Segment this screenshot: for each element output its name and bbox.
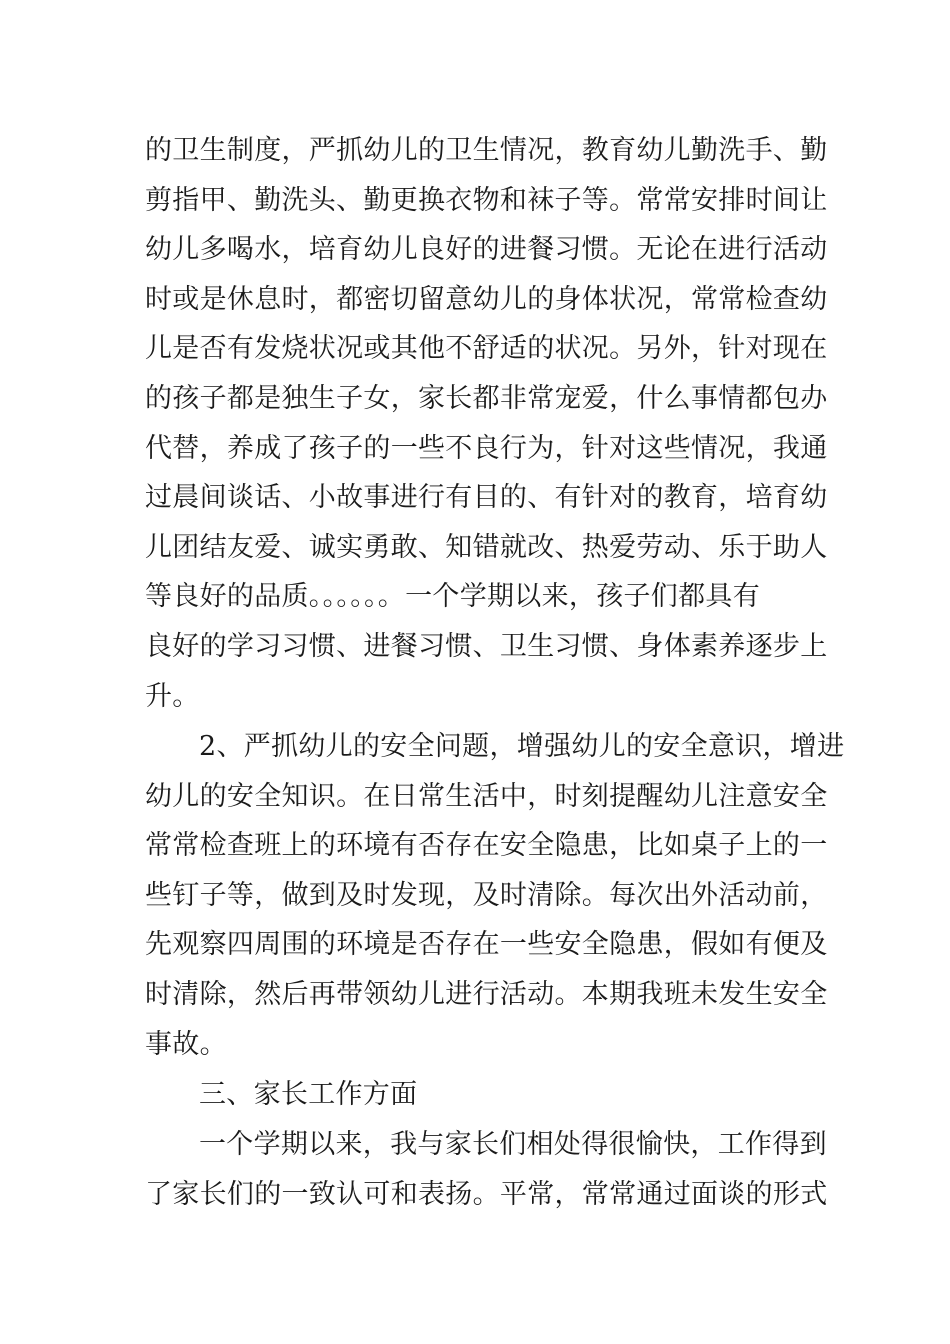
- text-line: 时清除，然后再带领幼儿进行活动。本期我班未发生安全: [145, 978, 828, 1010]
- text-line: 代替，养成了孩子的一些不良行为，针对这些情况，我通: [145, 432, 828, 464]
- section-heading-text: 三、家长工作方面: [199, 1079, 418, 1110]
- text-line: 剪指甲、勤洗头、勤更换衣物和袜子等。常常安排时间让: [145, 184, 828, 216]
- text-line: 事故。: [145, 1028, 227, 1060]
- text-line: 幼儿的安全知识。在日常生活中，时刻提醒幼儿注意安全: [145, 780, 828, 812]
- paragraph-hygiene: [145, 126, 828, 721]
- text-line: 儿是否有发烧状况或其他不舒适的状况。另外，针对现在: [145, 333, 828, 365]
- paragraph-parents: [145, 1120, 828, 1219]
- text-line: 一个学期以来，我与家长们相处得很愉快，工作得到: [199, 1129, 827, 1160]
- text-line: 时或是休息时，都密切留意幼儿的身体状况，常常检查幼: [145, 283, 828, 315]
- text-line: 良好的学习习惯、进餐习惯、卫生习惯、身体素养逐步上: [145, 630, 828, 662]
- paragraph-safety: [145, 722, 845, 1069]
- text-line: 过晨间谈话、小故事进行有目的、有针对的教育，培育幼: [145, 482, 828, 514]
- section-heading: [145, 1070, 810, 1120]
- text-line: 的卫生制度，严抓幼儿的卫生情况，教育幼儿勤洗手、勤: [145, 135, 828, 166]
- text-line: 常常检查班上的环境有否存在安全隐患，比如桌子上的一: [145, 830, 828, 862]
- text-line: 2、严抓幼儿的安全问题，增强幼儿的安全意识，增进: [199, 731, 845, 762]
- text-line: 等良好的品质。。。。。。一个学期以来，孩子们都具有: [145, 581, 760, 613]
- text-line: 儿团结友爱、诚实勇敢、知错就改、热爱劳动、乐于助人: [145, 531, 828, 563]
- text-line: 先观察四周围的环境是否存在一些安全隐患，假如有便及: [145, 929, 828, 961]
- text-line: 幼儿多喝水，培育幼儿良好的进餐习惯。无论在进行活动: [145, 234, 828, 266]
- text-line: 些钉子等，做到及时发现，及时清除。每次出外活动前，: [145, 879, 828, 911]
- text-line: 升。: [145, 680, 200, 712]
- text-line: 的孩子都是独生子女，家长都非常宠爱，什么事情都包办: [145, 382, 828, 414]
- text-line: 了家长们的一致认可和表扬。平常，常常通过面谈的形式: [145, 1178, 828, 1210]
